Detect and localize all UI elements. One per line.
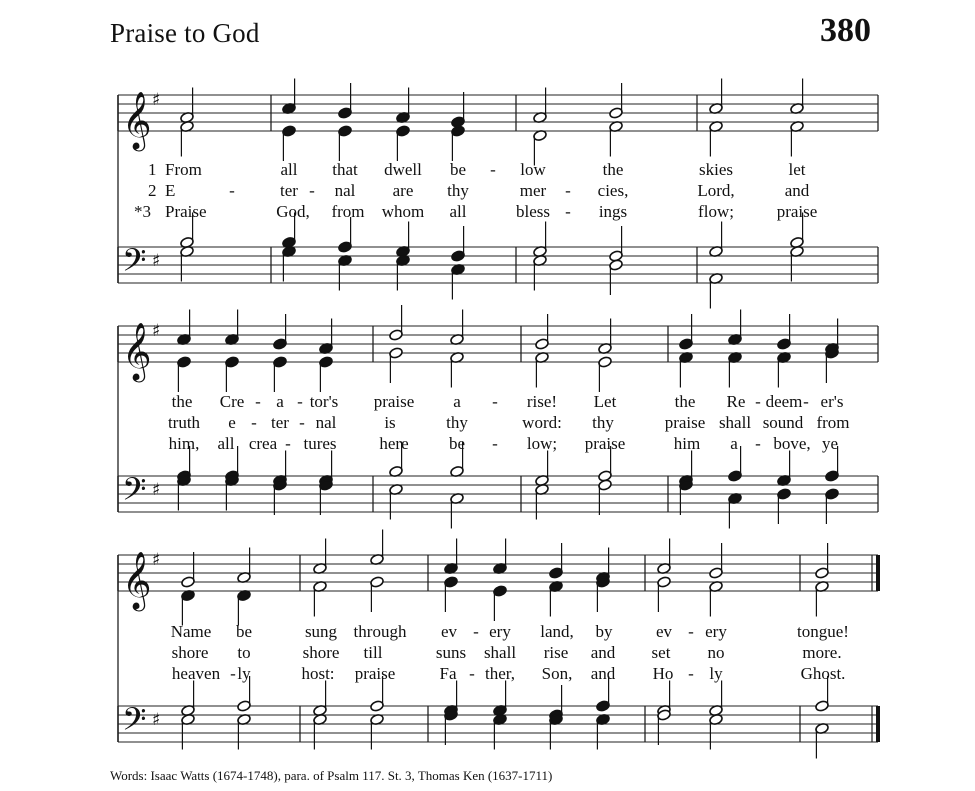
verse-number: *3 [134,202,151,221]
syllable: low; [526,434,558,453]
hyphen: - [492,392,498,411]
lyric-line [0,181,975,203]
hymn-title: Praise to God [110,18,260,48]
hyphen: - [251,413,257,432]
bass-clef-icon: 𝄢 [122,701,147,745]
syllable: suns [435,643,467,662]
syllable: and [784,181,810,200]
syllable: Lord, [697,181,735,200]
hyphen: - [469,664,475,683]
hymn-number: 380 [820,12,871,49]
syllable: truth [167,413,201,432]
lyric-line [0,434,975,456]
syllable: the [674,392,696,411]
bass-clef-icon: 𝄢 [122,242,147,286]
syllable: sound [762,413,804,432]
syllable: the [602,160,624,179]
treble-clef-icon: 𝄞 [122,322,152,380]
syllable: are [392,181,414,200]
hyphen: - [309,181,315,200]
syllable: host: [301,664,335,683]
syllable: Let [593,392,617,411]
syllable: set [651,643,671,662]
syllable: praise [354,664,396,683]
syllable: e [228,413,236,432]
hyphen: - [473,622,479,641]
syllable: by [595,622,613,641]
syllable: from [816,413,850,432]
syllable: flow; [698,202,734,221]
syllable: him, [168,434,200,453]
hyphen: - [688,622,694,641]
syllable: tures [303,434,337,453]
syllable: whom [381,202,425,221]
syllable: let [788,160,806,179]
lyric-line [0,622,975,644]
syllable: God, [276,202,310,221]
syllable: rise! [526,392,558,411]
syllable: and [590,643,616,662]
hyphen: - [565,202,571,221]
syllable: here [379,434,409,453]
lyric-line [0,413,975,435]
key-signature-sharp: ♯ [152,480,161,500]
syllable: and [590,664,616,683]
lyric-line [0,392,975,414]
syllable: low [520,160,546,179]
syllable: ly [237,664,251,683]
syllable: bove, [773,434,811,453]
syllable: Re [726,392,746,411]
syllable: thy [447,181,469,200]
hyphen: - [755,392,761,411]
syllable: er's [820,392,844,411]
hyphen: - [299,413,305,432]
syllable: a [453,392,461,411]
syllable: Ho [652,664,674,683]
key-signature-sharp: ♯ [152,90,161,110]
syllable: ye [821,434,839,453]
syllable: from [331,202,365,221]
hyphen: - [230,664,236,683]
syllable: shore [171,643,209,662]
syllable: no [707,643,725,662]
syllable: ther, [485,664,515,683]
credits-line: Words: Isaac Watts (1674-1748), para. of Psalm 117. St. 3, Thomas Ken (1637-1711) [110,768,553,783]
syllable: praise [584,434,626,453]
hyphen: - [490,160,496,179]
syllable: ings [598,202,628,221]
hyphen: - [755,434,761,453]
lyric-line [0,664,975,686]
syllable: mer [519,181,547,200]
syllable: nal [315,413,337,432]
syllable: a [730,434,738,453]
syllable: ev [655,622,673,641]
syllable: tongue! [797,622,849,641]
syllable: all [217,434,235,453]
syllable: through [353,622,407,641]
syllable: till [363,643,383,662]
syllable: Cre [219,392,245,411]
syllable: is [384,413,396,432]
hyphen: - [565,181,571,200]
syllable: word: [522,413,562,432]
syllable: deem [765,392,803,411]
syllable: to [237,643,251,662]
lyric-line [0,160,975,182]
hyphen: - [255,392,261,411]
syllable: tor's [309,392,339,411]
hyphen: - [492,434,498,453]
syllable: E [165,181,176,200]
syllable: him [673,434,701,453]
syllable: shall [483,643,517,662]
hyphen: - [297,392,303,411]
syllable: land, [540,622,574,641]
hyphen: - [285,434,291,453]
syllable: rise [543,643,569,662]
bass-clef-icon: 𝄢 [122,471,147,515]
treble-clef-icon: 𝄞 [122,551,152,609]
syllable: skies [699,160,733,179]
hyphen: - [803,392,809,411]
syllable: ter [280,181,298,200]
syllable: praise [373,392,415,411]
key-signature-sharp: ♯ [152,550,161,570]
syllable: From [165,160,202,179]
lyric-line [0,202,975,224]
syllable: all [449,202,467,221]
syllable: ery [705,622,727,641]
syllable: nal [334,181,356,200]
syllable: bless [516,202,550,221]
syllable: praise [776,202,818,221]
syllable: Fa [439,664,457,683]
verse-number: 1 [148,160,157,179]
syllable: ery [489,622,511,641]
syllable: praise [664,413,706,432]
syllable: Ghost. [800,664,846,683]
syllable: ev [440,622,458,641]
syllable: be [448,434,466,453]
treble-clef-icon: 𝄞 [122,91,152,149]
syllable: that [332,160,358,179]
syllable: more. [802,643,842,662]
syllable: Name [170,622,212,641]
syllable: be [235,622,253,641]
key-signature-sharp: ♯ [152,251,161,271]
syllable: Son, [541,664,573,683]
syllable: be [449,160,467,179]
syllable: Praise [165,202,207,221]
syllable: shall [718,413,752,432]
lyric-line [0,643,975,665]
hyphen: - [229,181,235,200]
syllable: ly [709,664,723,683]
syllable: thy [592,413,614,432]
syllable: sung [304,622,338,641]
key-signature-sharp: ♯ [152,321,161,341]
syllable: all [280,160,298,179]
key-signature-sharp: ♯ [152,710,161,730]
syllable: crea [248,434,278,453]
syllable: ter [271,413,289,432]
hyphen: - [688,664,694,683]
syllable: thy [446,413,468,432]
verse-number: 2 [148,181,157,200]
syllable: heaven [171,664,221,683]
syllable: the [171,392,193,411]
syllable: shore [302,643,340,662]
syllable: dwell [384,160,422,179]
syllable: a [276,392,284,411]
syllable: cies, [597,181,629,200]
